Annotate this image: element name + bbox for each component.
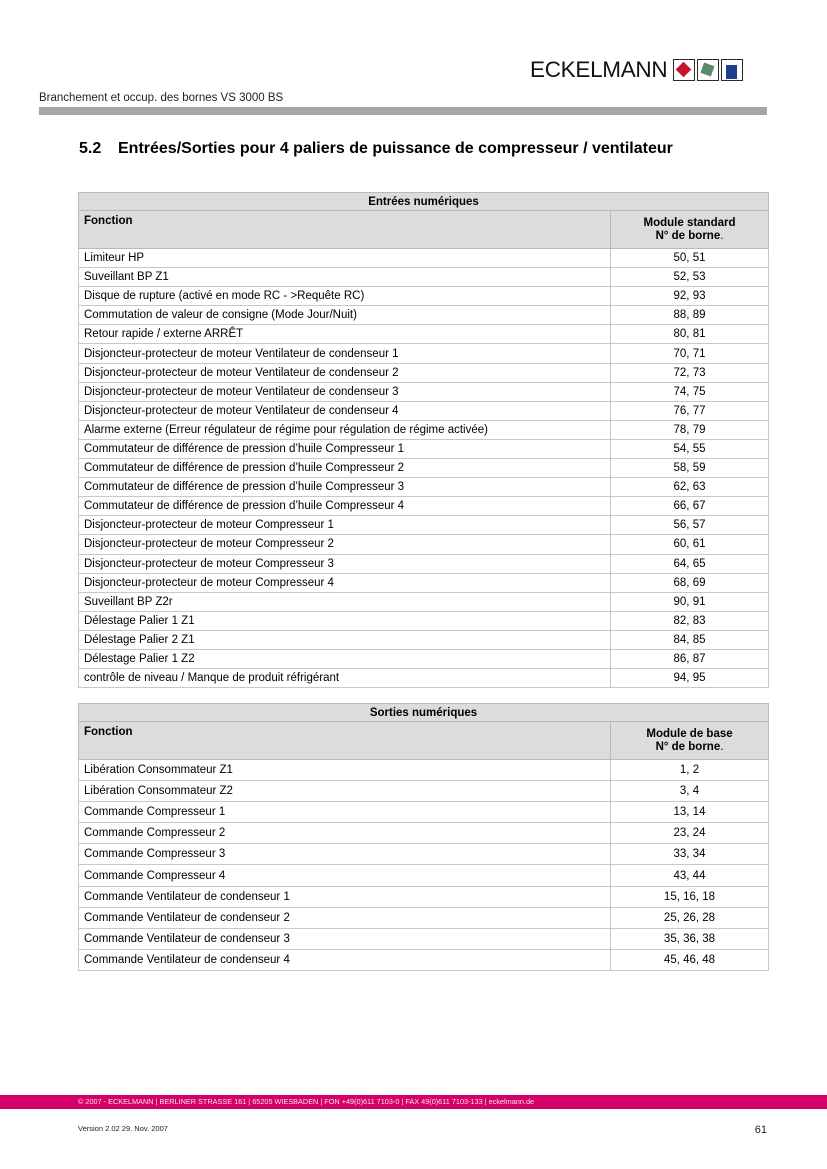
table-row xyxy=(79,344,769,363)
row-function: Commutation de valeur de consigne (Mode Jour/Nuit) xyxy=(79,306,611,325)
row-terminal-numbers: 60, 61 xyxy=(611,535,769,554)
row-terminal-numbers: 84, 85 xyxy=(611,630,769,649)
row-function: Disjoncteur-protecteur de moteur Ventilateur de condenseur 1 xyxy=(79,344,611,363)
row-function: Commande Compresseur 3 xyxy=(79,844,611,865)
row-function: Libération Consommateur Z1 xyxy=(79,760,611,781)
table-row xyxy=(79,439,769,458)
row-function: Commande Compresseur 1 xyxy=(79,802,611,823)
footer-bar xyxy=(0,1095,827,1109)
row-function: Disjoncteur-protecteur de moteur Compresseur 1 xyxy=(79,516,611,535)
row-terminal-numbers: 78, 79 xyxy=(611,420,769,439)
table-row xyxy=(79,649,769,668)
row-terminal-numbers: 15, 16, 18 xyxy=(611,886,769,907)
table-body xyxy=(79,249,769,688)
column-header-module: Module de base N° de borne. xyxy=(611,722,769,760)
row-function: Délestage Palier 2 Z1 xyxy=(79,630,611,649)
table-row xyxy=(79,611,769,630)
table-row xyxy=(79,554,769,573)
row-terminal-numbers: 72, 73 xyxy=(611,363,769,382)
table-row xyxy=(79,573,769,592)
row-function: Commutateur de différence de pression d’huile Compresseur 2 xyxy=(79,459,611,478)
table-row xyxy=(79,844,769,865)
eckelmann-logo xyxy=(530,56,743,84)
row-terminal-numbers: 25, 26, 28 xyxy=(611,907,769,928)
row-terminal-numbers: 90, 91 xyxy=(611,592,769,611)
row-terminal-numbers: 68, 69 xyxy=(611,573,769,592)
row-function: Disjoncteur-protecteur de moteur Ventilateur de condenseur 2 xyxy=(79,363,611,382)
row-terminal-numbers: 43, 44 xyxy=(611,865,769,886)
row-terminal-numbers: 82, 83 xyxy=(611,611,769,630)
row-terminal-numbers: 66, 67 xyxy=(611,497,769,516)
section-title: Entrées/Sorties pour 4 paliers de puissance de compresseur / ventilateur xyxy=(118,140,673,157)
table-row xyxy=(79,249,769,268)
row-terminal-numbers: 3, 4 xyxy=(611,781,769,802)
table-row xyxy=(79,287,769,306)
row-terminal-numbers: 54, 55 xyxy=(611,439,769,458)
table-row xyxy=(79,669,769,688)
page-number: 61 xyxy=(754,1124,767,1136)
table-row xyxy=(79,823,769,844)
row-function: Commande Ventilateur de condenseur 3 xyxy=(79,928,611,949)
row-terminal-numbers: 1, 2 xyxy=(611,760,769,781)
brand-name: ECKELMANN xyxy=(530,57,668,82)
row-terminal-numbers: 74, 75 xyxy=(611,382,769,401)
footer-copyright: © 2007 - ECKELMANN | BERLINER STRASSE 161 | 65205 WIESBADEN | FON +49(0)611 7103-0 | FAX 49(0)611 7103-133 | eckelmann.de xyxy=(78,1097,535,1106)
column-header-module-line2: N° de borne xyxy=(655,229,721,242)
row-terminal-numbers: 52, 53 xyxy=(611,268,769,287)
table-row xyxy=(79,363,769,382)
row-terminal-numbers: 62, 63 xyxy=(611,478,769,497)
row-function: Disjoncteur-protecteur de moteur Ventilateur de condenseur 4 xyxy=(79,401,611,420)
digital-inputs-table xyxy=(78,192,769,688)
table-row xyxy=(79,802,769,823)
row-terminal-numbers: 58, 59 xyxy=(611,459,769,478)
table-row xyxy=(79,516,769,535)
row-terminal-numbers: 92, 93 xyxy=(611,287,769,306)
row-function: Disjoncteur-protecteur de moteur Ventilateur de condenseur 3 xyxy=(79,382,611,401)
row-terminal-numbers: 64, 65 xyxy=(611,554,769,573)
row-terminal-numbers: 70, 71 xyxy=(611,344,769,363)
row-function: Délestage Palier 1 Z1 xyxy=(79,611,611,630)
row-function: Commutateur de différence de pression d’huile Compresseur 4 xyxy=(79,497,611,516)
table-row xyxy=(79,907,769,928)
row-terminal-numbers: 86, 87 xyxy=(611,649,769,668)
table-body xyxy=(79,760,769,971)
section-number: 5.2 xyxy=(79,140,102,157)
row-terminal-numbers: 56, 57 xyxy=(611,516,769,535)
table-row xyxy=(79,478,769,497)
row-function: Limiteur HP xyxy=(79,249,611,268)
table-row xyxy=(79,382,769,401)
row-terminal-numbers: 33, 34 xyxy=(611,844,769,865)
logo-green-square-icon xyxy=(697,59,719,81)
row-function: Disjoncteur-protecteur de moteur Compresseur 2 xyxy=(79,535,611,554)
table-row xyxy=(79,630,769,649)
document-subtitle: Branchement et occup. des bornes VS 3000 BS xyxy=(39,92,284,104)
row-function: Commande Ventilateur de condenseur 1 xyxy=(79,886,611,907)
row-function: Disque de rupture (activé en mode RC - >Requête RC) xyxy=(79,287,611,306)
row-function: Libération Consommateur Z2 xyxy=(79,781,611,802)
column-header-module: Module standard N° de borne. xyxy=(611,211,769,249)
table-row xyxy=(79,928,769,949)
table-row xyxy=(79,592,769,611)
row-terminal-numbers: 13, 14 xyxy=(611,802,769,823)
table-row xyxy=(79,781,769,802)
table-row xyxy=(79,401,769,420)
table-row xyxy=(79,535,769,554)
row-function: Suveillant BP Z2r xyxy=(79,592,611,611)
column-header-function: Fonction xyxy=(79,722,611,760)
row-function: Disjoncteur-protecteur de moteur Compresseur 3 xyxy=(79,554,611,573)
row-terminal-numbers: 50, 51 xyxy=(611,249,769,268)
logo-marks xyxy=(673,59,743,81)
column-header-module-line1: Module de base xyxy=(646,727,733,740)
row-terminal-numbers: 88, 89 xyxy=(611,306,769,325)
row-function: Suveillant BP Z1 xyxy=(79,268,611,287)
table-row xyxy=(79,325,769,344)
table-row xyxy=(79,865,769,886)
table-row xyxy=(79,949,769,970)
row-function: Commande Compresseur 4 xyxy=(79,865,611,886)
table-row xyxy=(79,306,769,325)
row-terminal-numbers: 80, 81 xyxy=(611,325,769,344)
row-function: contrôle de niveau / Manque de produit réfrigérant xyxy=(79,669,611,688)
table-row xyxy=(79,886,769,907)
table-row xyxy=(79,420,769,439)
row-function: Alarme externe (Erreur régulateur de régime pour régulation de régime activée) xyxy=(79,420,611,439)
row-function: Commande Ventilateur de condenseur 2 xyxy=(79,907,611,928)
row-function: Retour rapide / externe ARRÊT xyxy=(79,325,611,344)
column-header-function: Fonction xyxy=(79,211,611,249)
section-heading xyxy=(79,140,673,158)
table-title: Sorties numériques xyxy=(79,704,769,722)
version-date: Version 2.02 29. Nov. 2007 xyxy=(78,1124,168,1133)
table-row xyxy=(79,760,769,781)
row-function: Commande Compresseur 2 xyxy=(79,823,611,844)
row-function: Commande Ventilateur de condenseur 4 xyxy=(79,949,611,970)
row-function: Commutateur de différence de pression d’huile Compresseur 3 xyxy=(79,478,611,497)
table-title: Entrées numériques xyxy=(79,193,769,211)
table-row xyxy=(79,497,769,516)
row-terminal-numbers: 35, 36, 38 xyxy=(611,928,769,949)
column-header-module-line2: N° de borne xyxy=(655,740,721,753)
logo-blue-block-icon xyxy=(721,59,743,81)
header-rule xyxy=(39,107,767,115)
table-row xyxy=(79,459,769,478)
row-terminal-numbers: 45, 46, 48 xyxy=(611,949,769,970)
row-terminal-numbers: 76, 77 xyxy=(611,401,769,420)
logo-red-diamond-icon xyxy=(673,59,695,81)
row-function: Disjoncteur-protecteur de moteur Compresseur 4 xyxy=(79,573,611,592)
row-function: Commutateur de différence de pression d’huile Compresseur 1 xyxy=(79,439,611,458)
row-terminal-numbers: 23, 24 xyxy=(611,823,769,844)
row-function: Délestage Palier 1 Z2 xyxy=(79,649,611,668)
table-row xyxy=(79,268,769,287)
digital-outputs-table xyxy=(78,703,769,971)
column-header-module-line1: Module standard xyxy=(643,216,736,229)
row-terminal-numbers: 94, 95 xyxy=(611,669,769,688)
